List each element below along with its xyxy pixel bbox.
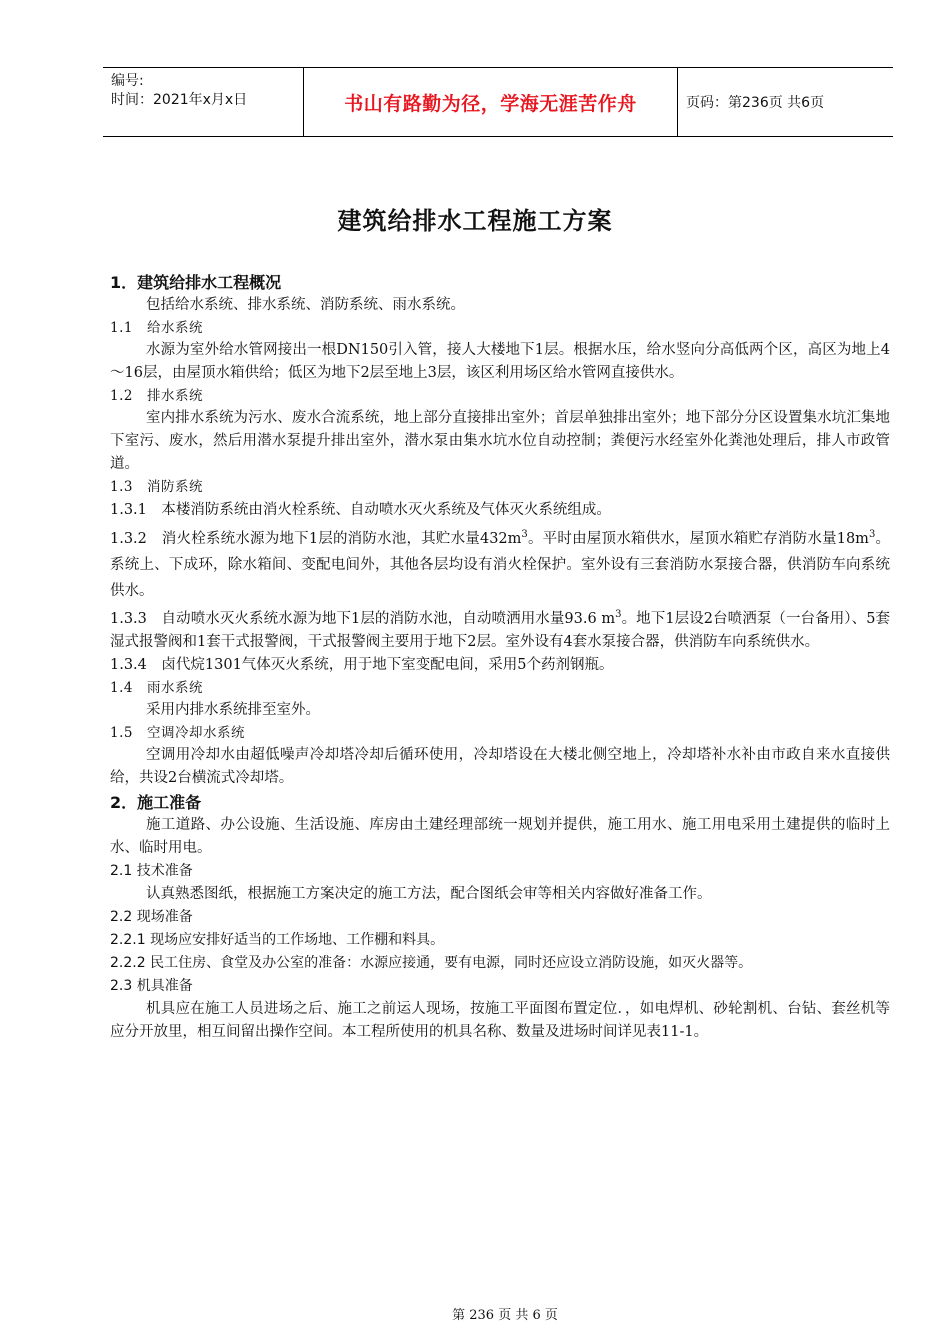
section-1-intro: 包括给水系统、排水系统、消防系统、雨水系统。	[146, 297, 465, 313]
subsection-2-3-heading: 2.3 机具准备	[110, 978, 193, 994]
subsection-1-4-heading: 1.4 雨水系统	[110, 680, 203, 696]
header-page-info: 页码：第236页 共6页	[686, 95, 825, 111]
subsection-2-1-text: 认真熟悉图纸，根据施工方案决定的施工方法，配合图纸会审等相关内容做好准备工作。	[146, 886, 712, 902]
subsection-1-2-heading: 1.2 排水系统	[110, 388, 203, 404]
header-meta	[103, 68, 304, 136]
subsection-2-3-text: 机具应在施工人员进场之后、施工之前运人现场，按施工平面图布置定位．，如电焊机、砂轮割机、台钻、套丝机等应分开放里，相互间留出操作空间。本工程所使用的机具名称、数量及进场时间详见表11-1。	[110, 1001, 890, 1040]
subsection-2-2-heading: 2.2 现场准备	[110, 909, 193, 925]
section-1-heading: 1．建筑给排水工程概况	[110, 273, 282, 292]
document-body	[110, 272, 890, 1044]
paragraph-2-2-2: 2.2.2 民工住房、食堂及办公室的准备：水源应接通，要有电源，同时还应设立消防设施，如灭火器等。	[110, 955, 753, 971]
document-title: 建筑给排水工程施工方案	[337, 207, 613, 235]
paragraph-2-2-1: 2.2.1 现场应安排好适当的工作场地、工作棚和料具。	[110, 932, 445, 948]
header-motto: 书山有路勤为径，学海无涯苦作舟	[304, 68, 678, 136]
paragraph-1-3-1: 1.3.1 本楼消防系统由消火栓系统、自动喷水灭火系统及气体灭火系统组成。	[110, 502, 611, 518]
header-table	[103, 67, 893, 137]
subsection-2-1-heading: 2.1 技术准备	[110, 863, 193, 879]
subsection-1-2-text: 室内排水系统为污水、废水合流系统，地上部分直接排出室外；首层单独排出室外；地下部分分区设置集水坑汇集地下室污、废水，然后用潜水泵提升排出室外，潜水泵由集水坑水位自动控制；粪便污水经室外化粪池处理后，排人市政管道。	[110, 410, 890, 472]
subsection-1-1-heading: 1.1 给水系统	[110, 320, 203, 336]
subsection-1-5-text: 空调用冷却水由超低噪声冷却塔冷却后循环使用，冷却塔设在大楼北侧空地上，冷却塔补水补由市政自来水直接供给，共设2台横流式冷却塔。	[110, 747, 890, 786]
subsection-1-3-heading: 1.3 消防系统	[110, 479, 203, 495]
section-2-intro: 施工道路、办公设施、生活设施、库房由土建经理部统一规划并提供，施工用水、施工用电采用土建提供的临时上水、临时用电。	[110, 817, 890, 856]
number-label: 编号:	[111, 73, 144, 89]
page-footer: 第 236 页 共 6 页	[452, 1308, 558, 1323]
subsection-1-4-text: 采用内排水系统排至室外。	[146, 702, 320, 718]
paragraph-1-3-4: 1.3.4 卤代烷1301气体灭火系统，用于地下室变配电间，采用5个药剂钢瓶。	[110, 657, 614, 673]
section-2-heading: 2．施工准备	[110, 793, 202, 812]
paragraph-1-3-2: 1.3.2 消火栓系统水源为地下1层的消防水池，其贮水量$432m^3$。平时由屋顶水箱供水，屋顶水箱贮存消防水量$18m^3$。系统上、下成环，除水箱间、变配电间外，其他各层均设有消火栓保护。室外设有三套消防水泵接合器，供消防车向系统供水。	[110, 529, 891, 599]
time-label: 时间：2021年x月x日	[111, 92, 248, 108]
paragraph-1-3-3: 1.3.3 自动喷水灭火系统水源为地下1层的消防水池，自动喷洒用水量93.6 $m^3$。地下1层设2台喷洒泵（一台备用）、5套湿式报警阀和1套干式报警阀，干式报警阀主要用于地下2层。室外设有4套水泵接合器，供消防车向系统供水。	[110, 609, 890, 650]
subsection-1-5-heading: 1.5 空调冷却水系统	[110, 725, 245, 741]
subsection-1-1-text: 水源为室外给水管网接出一根DN150引入管，接人大楼地下1层。根据水压，给水竖向分高低两个区，高区为地上4～16层，由屋顶水箱供给；低区为地下2层至地上3层，该区利用场区给水管网直接供水。	[110, 342, 890, 381]
